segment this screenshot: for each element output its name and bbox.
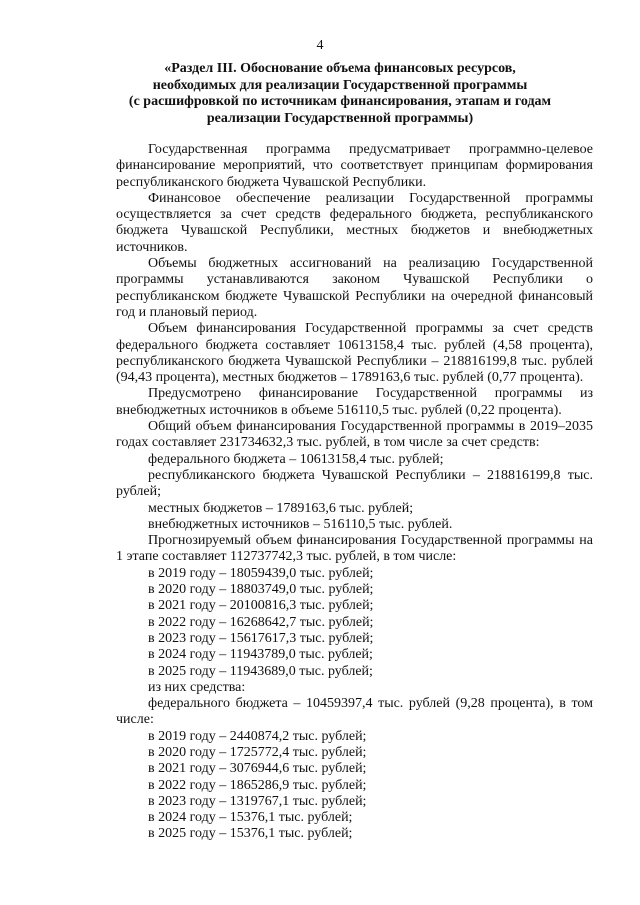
source-local: местных бюджетов – 1789163,6 тыс. рублей; (148, 500, 414, 516)
source-republic: республиканского бюджета Чувашской Республики – 218816199,8 тыс. рублей; (116, 467, 593, 500)
list-item: в 2023 году – 1319767,1 тыс. рублей; (148, 793, 367, 809)
heading-line-1: «Раздел III. Обоснование объема финансовых ресурсов, (164, 61, 516, 76)
paragraph-offbudget: Предусмотрено финансирование Государственной программы из внебюджетных источников в объеме 516110,5 тыс. рублей (0,22 процента). (116, 386, 593, 418)
section-heading (108, 61, 572, 127)
paragraph-total-volume: Общий объем финансирования Государственной программы в 2019–2035 годах составляет 231734632,3 тыс. рублей, в том числе за счет средств: (116, 419, 593, 451)
heading-line-4: реализации Государственной программы) (206, 110, 474, 126)
paragraph-stage-1-forecast: Прогнозируемый объем финансирования Государственной программы на 1 этапе составляет 112737742,3 тыс. рублей, в том числе: (116, 533, 593, 565)
list-item: в 2021 году – 3076944,6 тыс. рублей; (148, 761, 367, 777)
list-item: в 2019 году – 2440874,2 тыс. рублей; (148, 728, 367, 744)
page-number: 4 (316, 38, 324, 53)
list-item: в 2019 году – 18059439,0 тыс. рублей; (148, 565, 374, 581)
list-item: в 2023 году – 15617617,3 тыс. рублей; (148, 630, 374, 646)
list-item: в 2024 году – 15376,1 тыс. рублей; (148, 810, 353, 826)
paragraph-budget-allocations: Объемы бюджетных ассигнований на реализацию Государственной программы устанавливаются законом Чувашской Республики о республиканском бюджете Чувашской Республики на очередной финансовый год и плановый период. (116, 256, 593, 320)
heading-line-3: (с расшифровкой по источникам финансирования, этапам и годам (128, 94, 552, 109)
source-offbudget: внебюджетных источников – 516110,5 тыс. рублей. (148, 516, 453, 532)
paragraph-program-financing: Государственная программа предусматривает программно-целевое финансирование мероприятий, что соответствует принципам формирования республиканского бюджета Чувашской Республики. (116, 142, 593, 190)
list-item: в 2024 году – 11943789,0 тыс. рублей; (148, 647, 373, 663)
list-item: в 2022 году – 16268642,7 тыс. рублей; (148, 614, 374, 630)
list-item: в 2020 году – 18803749,0 тыс. рублей; (148, 582, 374, 598)
paragraph-funding-sources: Финансовое обеспечение реализации Государственной программы осуществляется за счет средств федерального бюджета, республиканского бюджета Чувашской Республики, местных бюджетов и внебюджетных источников. (116, 190, 593, 255)
of-them-label: из них средства: (148, 679, 246, 695)
list-item: в 2022 году – 1865286,9 тыс. рублей; (148, 777, 367, 793)
list-item: в 2025 году – 15376,1 тыс. рублей; (148, 826, 353, 842)
federal-stage-volume: федерального бюджета – 10459397,4 тыс. рублей (9,28 процента), в том числе: (116, 696, 593, 728)
list-item: в 2025 году – 11943689,0 тыс. рублей; (148, 663, 373, 679)
heading-line-2: необходимых для реализации Государственной программы (152, 77, 528, 93)
source-federal: федерального бюджета – 10613158,4 тыс. рублей; (148, 451, 444, 467)
list-item: в 2020 году – 1725772,4 тыс. рублей; (148, 744, 367, 760)
list-item: в 2021 году – 20100816,3 тыс. рублей; (148, 598, 374, 614)
paragraph-financing-volume: Объем финансирования Государственной программы за счет средств федерального бюджета составляет 10613158,4 тыс. рублей (4,58 процента), республиканского бюджета Чувашской Республики – 218816199,8 тыс. рублей (94,43 процента), местных бюджетов – 1789163,6 тыс. рублей (0,77 процента). (116, 321, 593, 386)
document-body (116, 142, 593, 843)
